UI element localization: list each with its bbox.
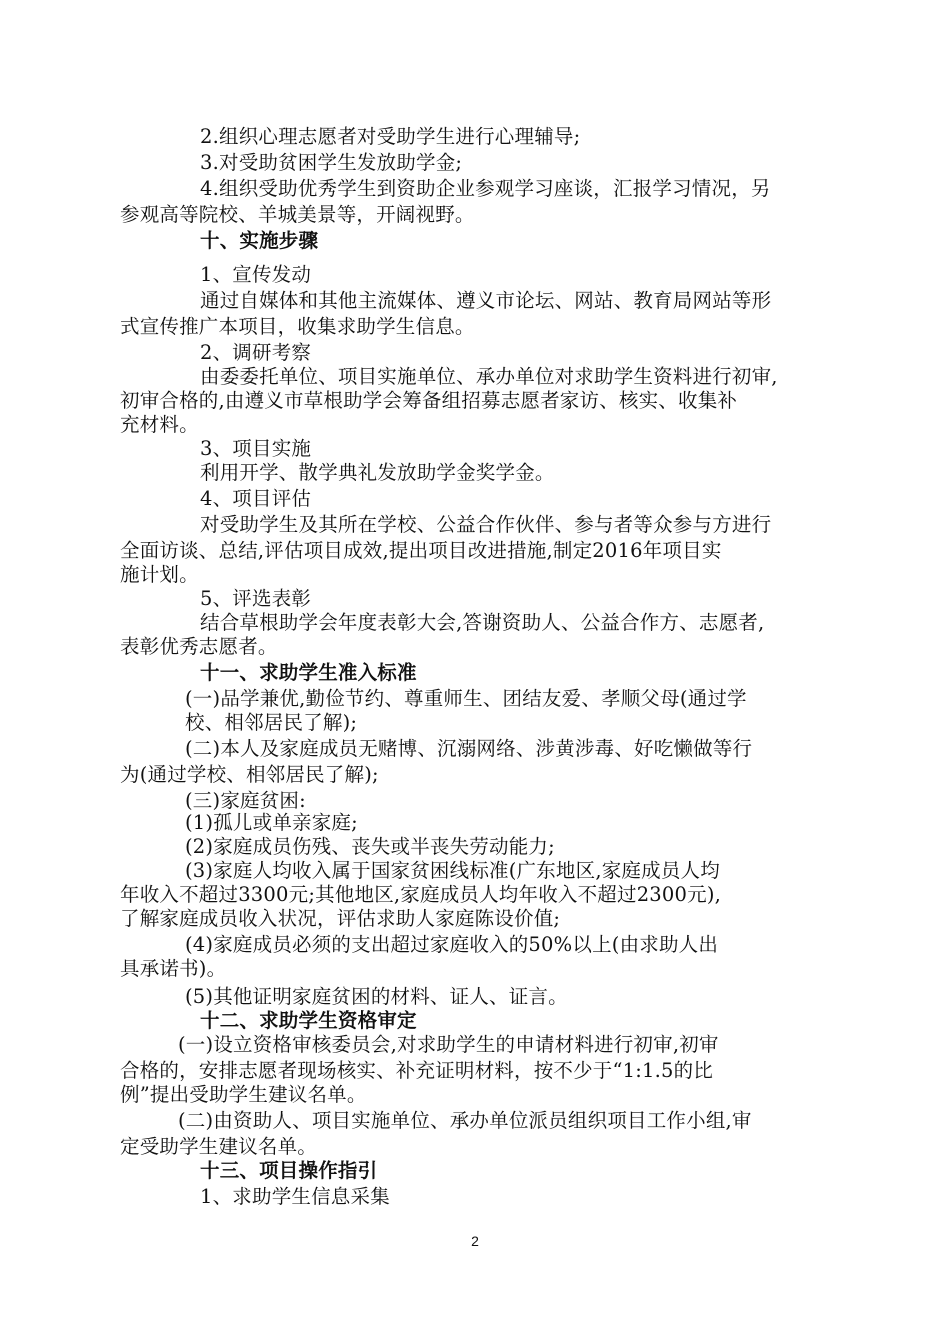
text-line: (二)本人及家庭成员无赌博、沉溺网络、涉黄涉毒、好吃懒做等行 [185,737,753,760]
text-line: 年收入不超过3300元;其他地区,家庭成员人均年收入不超过2300元), [120,883,722,906]
text-line: (三)家庭贫困: [185,789,306,812]
text-line: 结合草根助学会年度表彰大会,答谢资助人、公益合作方、志愿者, [200,611,765,634]
text-line: 通过自媒体和其他主流媒体、遵义市论坛、网站、教育局网站等形 [200,289,772,312]
text-line: 合格的，安排志愿者现场核实、补充证明材料，按不少于“1:1.5的比 [120,1059,714,1082]
text-line: 2、调研考察 [200,341,312,364]
text-line: 参观高等院校、羊城美景等，开阔视野。 [120,203,475,226]
text-line: 初审合格的,由遵义市草根助学会筹备组招募志愿者家访、核实、收集补 [120,389,738,412]
text-line: 3.对受助贫困学生发放助学金; [200,151,463,174]
text-line: (一)品学兼优,勤俭节约、尊重师生、团结友爱、孝顺父母(通过学 [185,687,747,710]
text-line: 5、评选表彰 [200,587,312,610]
text-line: (3)家庭人均收入属于国家贫困线标准(广东地区,家庭成员人均 [185,859,720,882]
text-line: (4)家庭成员必须的支出超过家庭收入的50%以上(由求助人出 [185,933,719,956]
text-line: 全面访谈、总结,评估项目成效,提出项目改进措施,制定2016年项目实 [120,539,722,562]
text-line: 1、求助学生信息采集 [200,1185,390,1208]
text-line: (一)设立资格审核委员会,对求助学生的申请材料进行初审,初审 [178,1033,719,1056]
text-line: 2.组织心理志愿者对受助学生进行心理辅导; [200,125,581,148]
text-line: 由委委托单位、项目实施单位、承办单位对求助学生资料进行初审, [200,365,778,388]
section-heading: 十三、项目操作指引 [200,1159,378,1182]
text-line: (5)其他证明家庭贫困的材料、证人、证言。 [185,985,568,1008]
text-line: 校、相邻居民了解); [185,711,358,734]
text-line: 充材料。 [120,413,199,436]
text-line: 例”提出受助学生建议名单。 [120,1083,367,1106]
text-line: 4.组织受助优秀学生到资助企业参观学习座谈，汇报学习情况，另 [200,177,771,200]
text-line: 施计划。 [120,563,199,586]
text-line: (2)家庭成员伤残、丧失或半丧失劳动能力; [185,835,555,858]
section-heading: 十二、求助学生资格审定 [200,1009,417,1032]
text-line: (1)孤儿或单亲家庭; [185,811,358,834]
section-heading: 十一、求助学生准入标准 [200,661,417,684]
text-line: 了解家庭成员收入状况，评估求助人家庭陈设价值; [120,907,561,930]
text-line: 1、宣传发动 [200,263,312,286]
text-line: 具承诺书)。 [120,957,227,980]
text-line: 表彰优秀志愿者。 [120,635,278,658]
text-line: 式宣传推广本项目，收集求助学生信息。 [120,315,475,338]
text-line: 定受助学生建议名单。 [120,1135,318,1158]
text-line: (二)由资助人、项目实施单位、承办单位派员组织项目工作小组,审 [178,1109,752,1132]
text-line: 为(通过学校、相邻居民了解); [120,763,379,786]
section-heading: 十、实施步骤 [200,229,319,252]
text-line: 3、项目实施 [200,437,312,460]
text-line: 4、项目评估 [200,487,312,510]
page-number: 2 [471,1233,479,1249]
text-line: 利用开学、散学典礼发放助学金奖学金。 [200,461,555,484]
text-line: 对受助学生及其所在学校、公益合作伙伴、参与者等众参与方进行 [200,513,772,536]
